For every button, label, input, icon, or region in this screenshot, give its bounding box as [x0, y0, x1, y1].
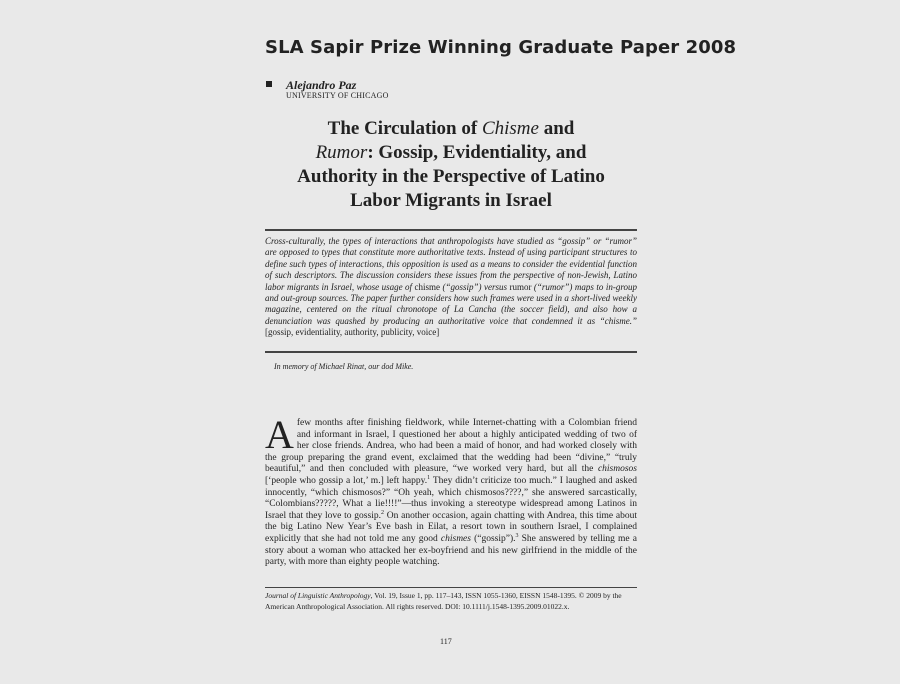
citation-text: , Vol. 19, Issue 1, pp. 117–143, ISSN 1055-1360, EISSN 1548-1395. © 2009 by the American Anthropological Association. All rights reserved. DOI: 10.1111/j.1548-1395.2009.01022.x. — [265, 591, 622, 611]
body-text: (“gossip”). — [470, 533, 516, 544]
title-part: and — [538, 118, 575, 139]
footnote-marker[interactable]: 3 — [515, 532, 519, 539]
journal-name: Journal of Linguistic Anthropology — [265, 591, 371, 600]
paper-title — [265, 117, 637, 213]
footnote-rule — [265, 587, 637, 588]
body-text: She answered by telling me a story about a woman who attacked her ex-boyfriend and his new girlfriend in the middle of the party, with more than eighty people watching. — [265, 533, 637, 568]
title-part: : Gossip, Evidentiality, and — [367, 142, 587, 163]
abstract-bottom-rule — [265, 351, 637, 353]
bullet-square-icon — [266, 81, 272, 87]
body-text: [‘people who gossip a lot,’ m.] left happy. — [265, 475, 428, 486]
body-text: They didn’t criticize too much.” I laughed and asked innocently, “which chismosos?” “Oh yeah, which chismosos????,” she answered sarcastically, “Colombians?????, What a lie!!!!”—thus invoking a stereotype widespread among Latinos in Israel that they love to gossip. — [265, 475, 637, 521]
footnote-marker[interactable]: 1 — [427, 474, 431, 481]
page-number: 117 — [440, 637, 452, 646]
abstract — [265, 236, 637, 339]
title-italic-term: Rumor — [315, 142, 368, 163]
abstract-text: Cross-culturally, the types of interactions that anthropologists have studied as “gossip” or “rumor” are opposed to types that constitute more authoritative texts. Instead of using participant structures to define such types of interactions, this opposition is used as a means to consider the evidential function of such descriptors. The discussion considers these issues from the perspective of non-Jewish, Latino labor migrants in Israel, whose usage of — [265, 236, 637, 292]
body-italic-term: chismosos — [597, 464, 637, 475]
drop-cap: A — [265, 412, 294, 457]
abstract-keywords: [gossip, evidentiality, authority, publicity, voice] — [265, 327, 440, 338]
author-affiliation: UNIVERSITY OF CHICAGO — [286, 91, 389, 100]
abstract-text: (“gossip”) versus — [440, 281, 510, 292]
footnote-marker[interactable]: 2 — [380, 509, 384, 516]
body-text: On another occasion, again chatting with Andrea, this time about the big Latino New Year’s Eve bash in Eilat, a resort town in southern Israel, I complained explicitly that she had not told me any good — [265, 510, 637, 544]
title-part: Labor Migrants in Israel — [350, 190, 552, 211]
series-header: SLA Sapir Prize Winning Graduate Paper 2008 — [265, 37, 737, 58]
dedication: In memory of Michael Rinat, our dod Mike. — [274, 362, 414, 371]
author-name: Alejandro Paz — [286, 78, 357, 92]
abstract-text: (“rumor”) maps to in-group and out-group sources. The paper further considers how such frames were used in a short-lived weekly magazine, centered on the ritual chronotope of La Cancha (the soccer field), and also how a denunciation was quashed by producing an authoritative voice that condemned it as “chisme.” — [265, 281, 637, 326]
body-italic-term: chismes — [440, 533, 471, 544]
title-italic-term: Chisme — [481, 118, 539, 139]
title-part: The Circulation of — [327, 118, 482, 139]
abstract-term: chisme — [414, 281, 441, 292]
abstract-term: rumor — [509, 281, 532, 292]
citation-footnote — [265, 591, 637, 612]
body-paragraph — [265, 412, 637, 569]
title-part: Authority in the Perspective of Latino — [297, 166, 605, 187]
abstract-top-rule — [265, 229, 637, 231]
body-text: few months after finishing fieldwork, while Internet-chatting with a Colombian friend and informant in Israel, I questioned her about a highly anticipated wedding of two of her close friends. Andrea, who had been a maid of honor, and had worked closely with the group preparing the grand event, exclaimed that the wedding had been “divine,” “truly beautiful,” and then concluded with pleasure, “we worked very hard, but all the — [265, 418, 637, 475]
